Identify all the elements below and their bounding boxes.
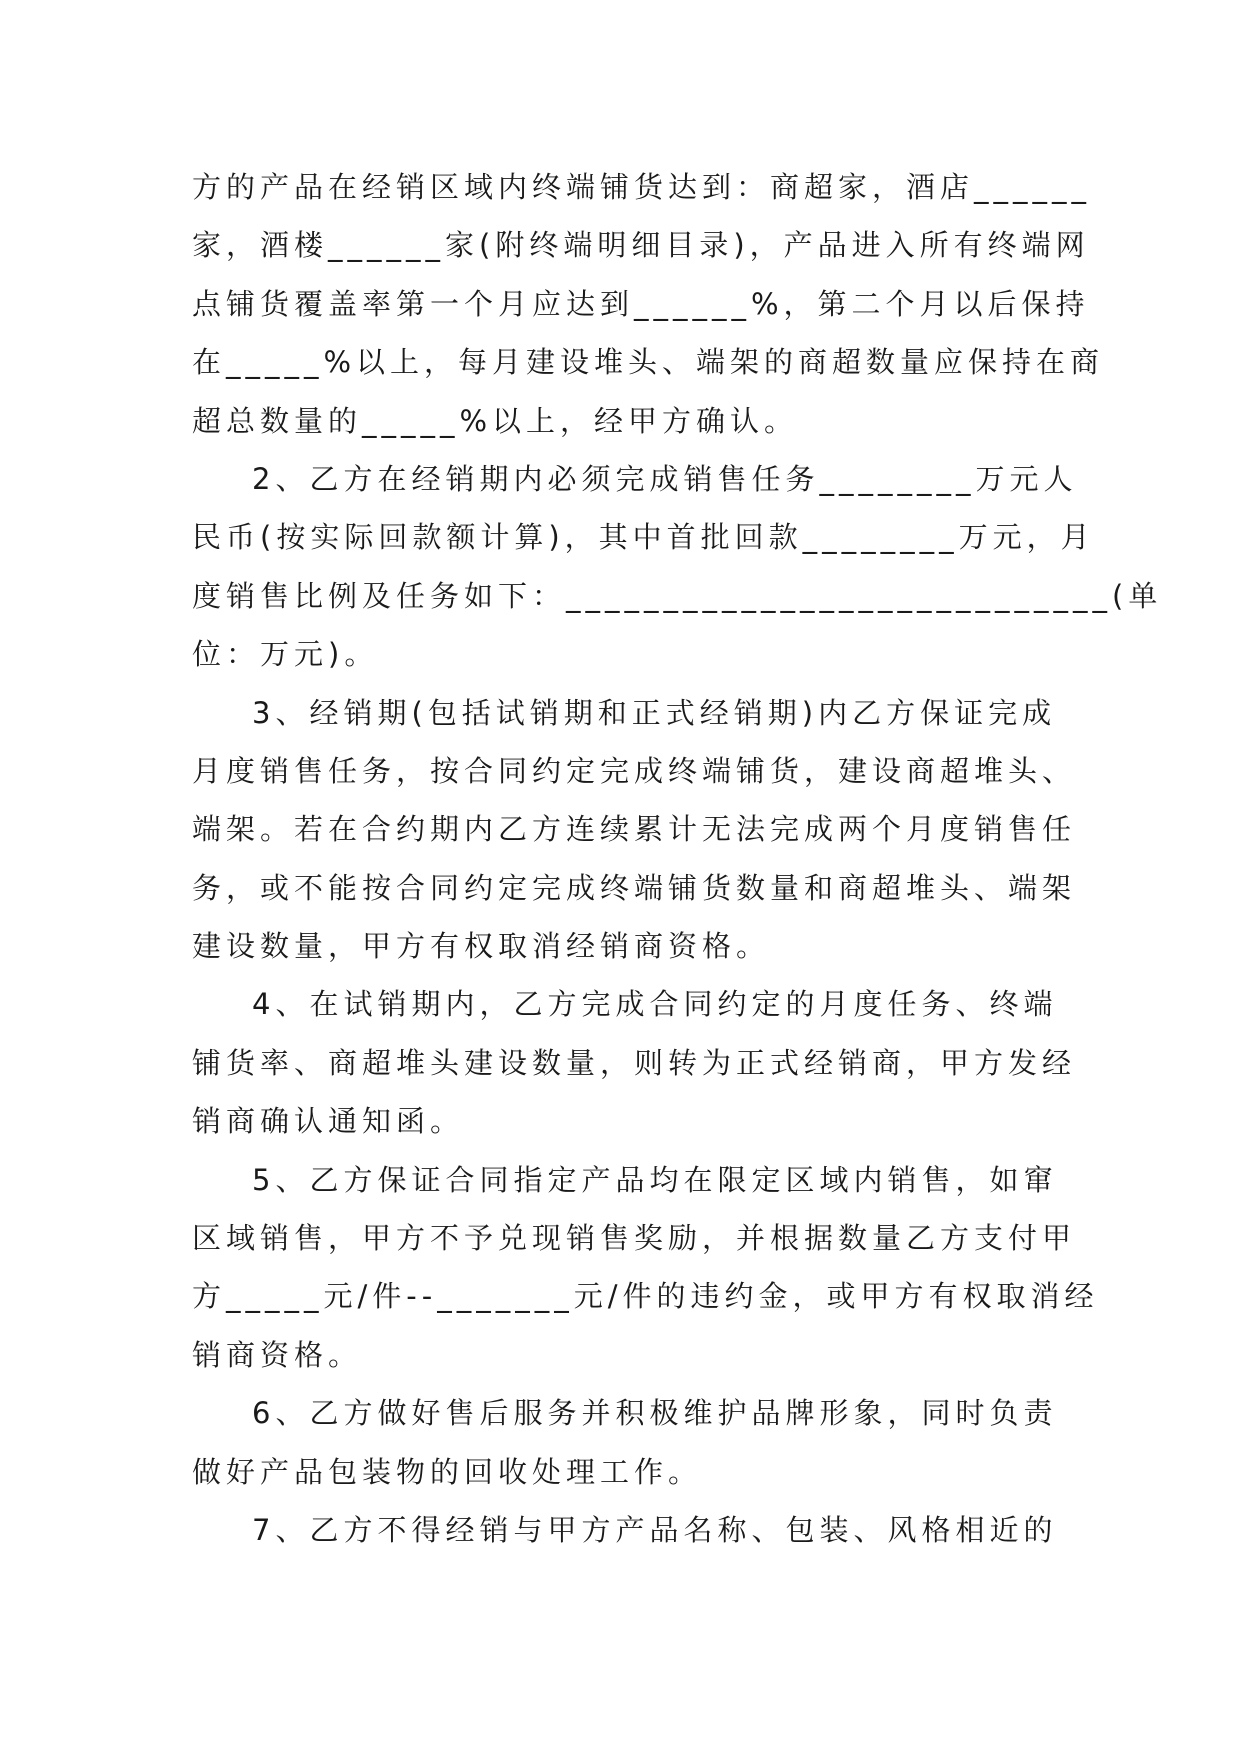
text-line: 销商资格。 xyxy=(192,1337,363,1372)
text-line: 做好产品包装物的回收处理工作。 xyxy=(192,1454,703,1489)
text-line: 方的产品在经销区域内终端铺货达到：商超家，酒店______ xyxy=(192,170,1092,204)
text-line: 销商确认通知函。 xyxy=(192,1104,465,1139)
text-line: 务，或不能按合同约定完成终端铺货数量和商超堆头、端架 xyxy=(192,870,1077,905)
text-line: 位：万元)。 xyxy=(192,637,379,672)
text-line: 区域销售，甲方不予兑现销售奖励，并根据数量乙方支付甲 xyxy=(192,1221,1077,1256)
text-line: 在_____%以上，每月建设堆头、端架的商超数量应保持在商 xyxy=(192,345,1105,380)
text-line: 2、乙方在经销期内必须完成销售任务________万元人 xyxy=(252,461,1078,496)
text-line: 3、经销期(包括试销期和正式经销期)内乙方保证完成 xyxy=(252,695,1057,730)
text-line: 家，酒楼______家(附终端明细目录)，产品进入所有终端网 xyxy=(192,228,1090,263)
text-line: 点铺货覆盖率第一个月应达到______%，第二个月以后保持 xyxy=(192,286,1090,321)
text-line: 超总数量的_____%以上，经甲方确认。 xyxy=(192,403,799,438)
text-line: 4、在试销期内，乙方完成合同约定的月度任务、终端 xyxy=(252,987,1058,1022)
text-line: 方_____元/件--_______元/件的违约金，或甲方有权取消经 xyxy=(192,1279,1099,1314)
text-line: 度销售比例及任务如下：____________________________(单 xyxy=(192,578,1163,613)
text-line: 月度销售任务，按合同约定完成终端铺货，建设商超堆头、 xyxy=(192,753,1077,788)
text-line: 建设数量，甲方有权取消经销商资格。 xyxy=(192,929,771,964)
text-line: 5、乙方保证合同指定产品均在限定区域内销售，如窜 xyxy=(252,1162,1058,1197)
text-line: 铺货率、商超堆头建设数量，则转为正式经销商，甲方发经 xyxy=(192,1045,1077,1080)
text-line: 端架。若在合约期内乙方连续累计无法完成两个月度销售任 xyxy=(192,812,1077,847)
document-body xyxy=(192,158,1163,1559)
text-line: 6、乙方做好售后服务并积极维护品牌形象，同时负责 xyxy=(252,1396,1058,1431)
text-line: 民币(按实际回款额计算)，其中首批回款________万元，月 xyxy=(192,520,1095,555)
text-line: 7、乙方不得经销与甲方产品名称、包装、风格相近的 xyxy=(252,1512,1058,1547)
